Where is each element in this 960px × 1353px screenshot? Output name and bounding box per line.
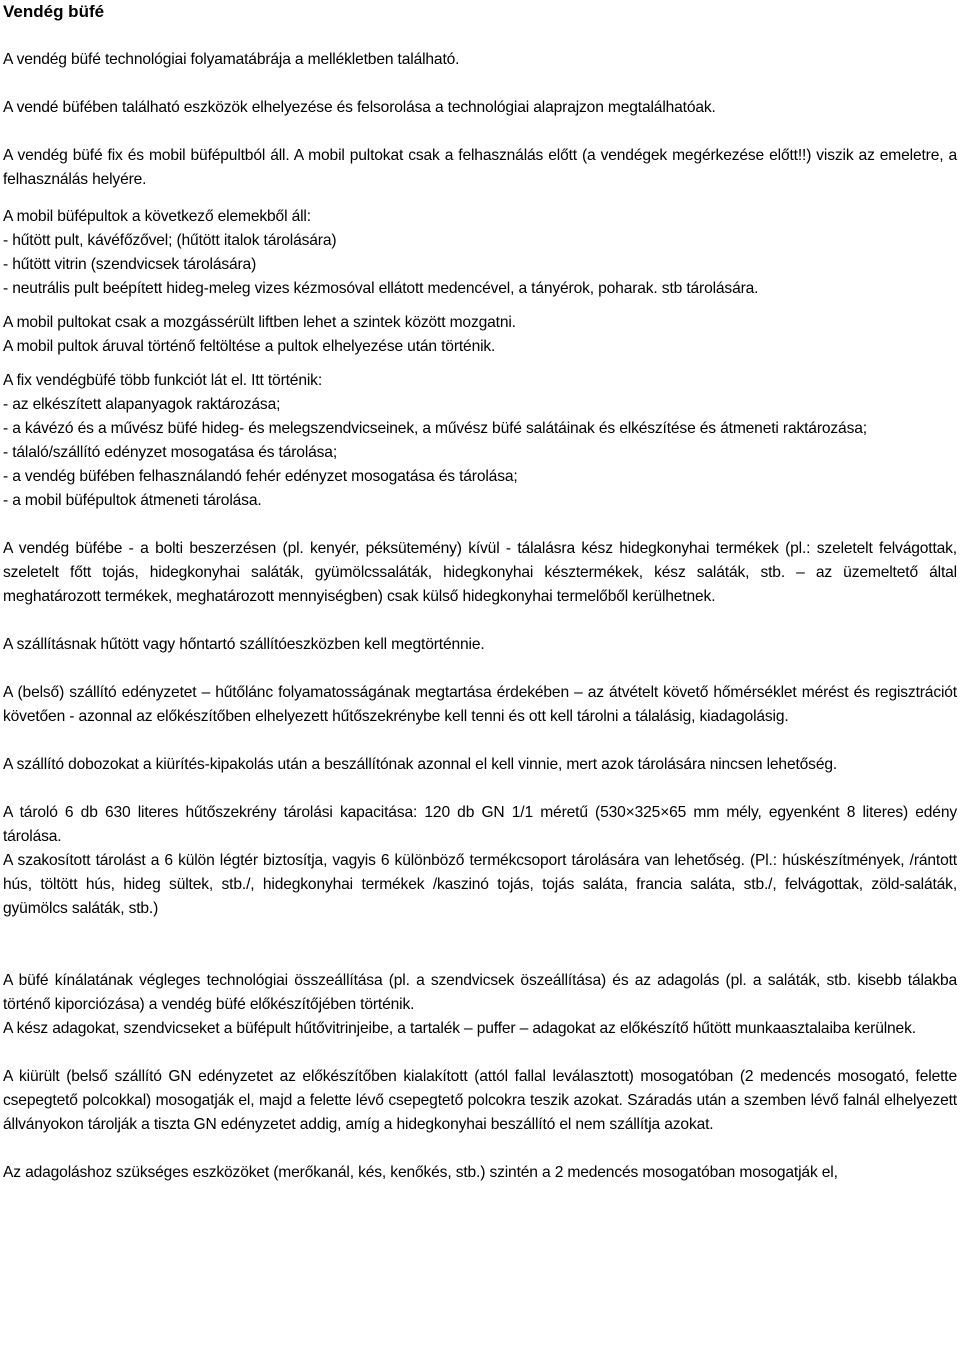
paragraph-lift: A mobil pultokat csak a mozgássérült liftben lehet a szintek között mozgatni. [3,314,516,331]
paragraph-loading: A mobil pultok áruval történő feltöltése a pultok elhelyezése után történik. [3,338,496,355]
paragraph-washing: A kiürült (belső szállító GN edényzetet az előkészítőben kialakított (attól fallal leválasztott) mosogatóban (2 medencés mosogató, felette csepegtető polcokkal) mosogatják el, majd a felette lévő csepegtető polcokra teszik azokat. Száradás után a szemben lévő falnál elhelyezett állványokon tárolják a tiszta GN edényzetet addig, amíg a hidegkonyhai beszállító el nem szállítja azokat. [3,1068,957,1133]
list-item: - az elkészített alapanyagok raktározása; [3,396,281,413]
paragraph-portions: A kész adagokat, szendvicseket a büfépult hűtővitrinjeibe, a tartalék – puffer – adagokat az előkészítő hűtött munkaasztalaiba kerülnek. [3,1020,916,1037]
paragraph-storage-capacity: A tároló 6 db 630 literes hűtőszekrény tárolási kapacitása: 120 db GN 1/1 méretű (530×325×65 mm mély, egyenként 8 literes) edény tárolása. [3,804,957,845]
paragraph-cold-chain: A (belső) szállító edényzetet – hűtőlánc folyamatosságának megtartása érdekében – az átvételt követő hőmérséklet mérést és regisztrációt követően - azonnal az előkészítőben elhelyezett hűtőszekrénybe kell tenni és ott kell tárolni a tálalásig, kiadagolásig. [3,684,957,725]
paragraph-transport: A szállításnak hűtött vagy hőntartó szállítóeszközben kell megtörténnie. [3,636,485,653]
paragraph-supply: A vendég büfébe - a bolti beszerzésen (pl. kenyér, péksütemény) kívül - tálalásra kész hidegkonyhai termékek (pl.: szeletelt felvágottak, szeletelt főtt tojás, hidegkonyhai saláták, gyümölcssaláták, hidegkonyhai késztermékek, kész saláták, stb. – az üzemeltető által meghatározott termékek, meghatározott mennyiségben) csak külső hidegkonyhai termelőből kerülhetnek. [3,540,957,605]
list-item: - a kávézó és a művész büfé hideg- és melegszendvicseinek, a művész büfé salátáinak és elkészítése és átmeneti raktározása; [3,420,867,437]
list-item: - a mobil büfépultok átmeneti tárolása. [3,492,262,509]
paragraph-boxes: A szállító dobozokat a kiürítés-kipakolás után a beszállítónak azonnal el kell vinnie, mert azok tárolására nincsen lehetőség. [3,756,838,773]
list-item: - a vendég büfében felhasználandó fehér edényzet mosogatása és tárolása; [3,468,518,485]
list-item: - hűtött pult, kávéfőzővel; (hűtött italok tárolására) [3,232,337,249]
document-title: Vendég büfé [3,2,105,21]
list-item: - hűtött vitrin (szendvicsek tárolására) [3,256,257,273]
paragraph-assembly: A büfé kínálatának végleges technológiai összeállítása (pl. a szendvicsek öszeállítása) és az adagolás (pl. a saláták, stb. kisebb tálakba történő kiporciózása) a vendég büfé előkészítőjében történik. [3,972,957,1013]
paragraph-flowchart: A vendég büfé technológiai folyamatábrája a mellékletben található. [3,51,460,68]
paragraph-specialized-storage: A szakosított tárolást a 6 külön légtér biztosítja, vagyis 6 különböző termékcsoport tárolására van lehetőség. (Pl.: húskészítmények, /rántott hús, töltött hús, hideg sültek, stb./, hidegkonyhai termékek /kaszinó tojás, tojás saláta, francia saláta, stb./, felvágottak, zöld-saláták, gyümölcs saláták, stb.) [3,852,957,917]
document-page [3,0,957,1185]
paragraph-fix-mobile: A vendég büfé fix és mobil büfépultból áll. A mobil pultokat csak a felhasználás előtt (a vendégek megérkezése előtt!!) viszik az emeletre, a felhasználás helyére. [3,147,957,188]
list-item: - neutrális pult beépített hideg-meleg vizes kézmosóval ellátott medencével, a tányérok, poharak. stb tárolására. [3,280,759,297]
paragraph-floorplan: A vendé büfében található eszközök elhelyezése és felsorolása a technológiai alaprajzon megtalálhatóak. [3,99,716,116]
list-item: - tálaló/szállító edényzet mosogatása és tárolása; [3,444,338,461]
fix-buffet-intro: A fix vendégbüfé több funkciót lát el. Itt történik: [3,372,322,389]
paragraph-utensils: Az adagoláshoz szükséges eszközöket (merőkanál, kés, kenőkés, stb.) szintén a 2 medencés mosogatóban mosogatják el, [3,1164,838,1181]
mobile-counter-intro: A mobil büfépultok a következő elemekből áll: [3,208,311,225]
